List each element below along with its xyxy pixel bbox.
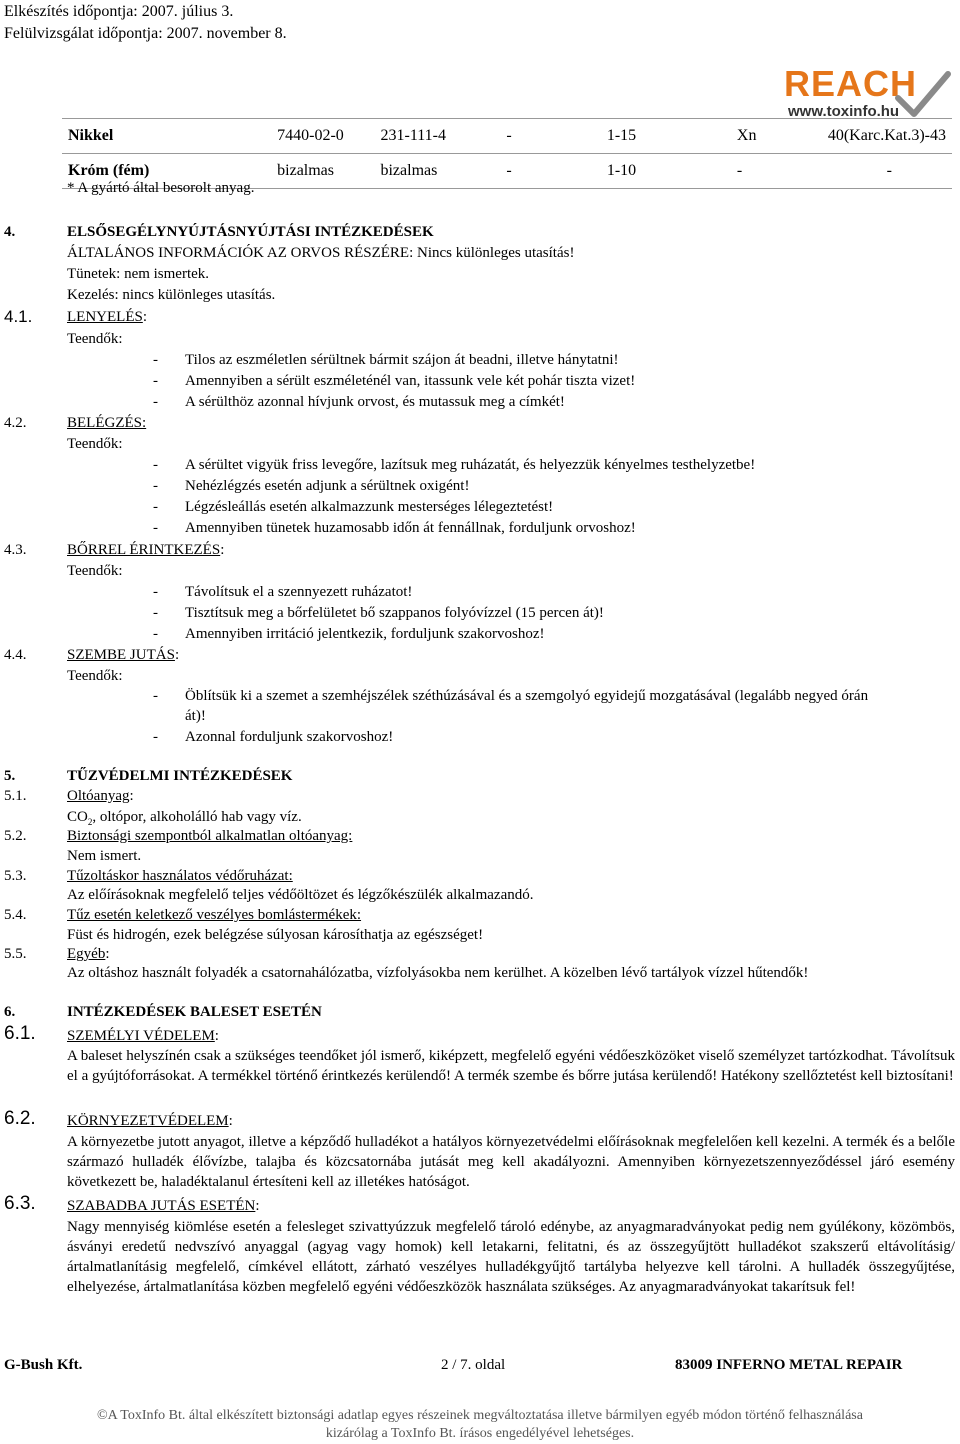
table-cell: - bbox=[500, 119, 600, 154]
list-item-text: Amennyiben a sérült eszméleténél van, itassunk vele két pohár tiszta vizet! bbox=[185, 373, 636, 389]
list-item bbox=[153, 624, 544, 644]
section-4-2-todo-label: Teendők: bbox=[67, 436, 123, 452]
list-dash: - bbox=[153, 729, 158, 745]
section-5-2-number: 5.2. bbox=[4, 828, 27, 844]
table-cell: bizalmas bbox=[271, 154, 374, 189]
section-5-3-number: 5.3. bbox=[4, 868, 27, 884]
list-dash: - bbox=[153, 605, 158, 621]
section-4-4-todo-label: Teendők: bbox=[67, 668, 123, 684]
heading-colon: : bbox=[220, 542, 225, 558]
section-6-1-text: A baleset helyszínén csak a szükséges teendőket jól ismerő, kiképzett, megfelelő egyéni védőeszközöket viselő személyzet tartózkodhat. Távolítsuk el a gyújtóforrásokat. A termékkel történő érintkezés kerülendő! A termék szembe és bőrre jutása kerülendő! Hatékony szellőztetést kell biztosítani! bbox=[67, 1048, 955, 1084]
list-item bbox=[153, 727, 393, 747]
footer-page-number: 2 / 7. oldal bbox=[441, 1357, 506, 1373]
treatment: Kezelés: nincs különleges utasítás. bbox=[67, 287, 276, 303]
section-4-4-number: 4.4. bbox=[4, 647, 27, 663]
section-4-1-number: 4.1. bbox=[4, 307, 33, 326]
section-4-1-todo-label: Teendők: bbox=[67, 331, 123, 347]
footer-product: 83009 INFERNO METAL REPAIR bbox=[675, 1357, 903, 1373]
heading-colon: : bbox=[228, 1113, 233, 1129]
symptoms: Tünetek: nem ismertek. bbox=[67, 266, 210, 282]
section-5-5-title: Egyéb bbox=[67, 946, 106, 962]
table-cell: - bbox=[822, 154, 952, 189]
section-5-5-number: 5.5. bbox=[4, 946, 27, 962]
copyright-line-2: kizárólag a ToxInfo Bt. írásos engedélyével lehetséges. bbox=[325, 1426, 635, 1441]
section-6-title: INTÉZKEDÉSEK BALESET ESETÉN bbox=[67, 1004, 322, 1020]
co-subscript: 2 bbox=[87, 817, 93, 827]
section-6-3-number: 6.3. bbox=[4, 1193, 36, 1214]
list-item-text: Tilos az eszméletlen sérültnek bármit szájon át beadni, illetve hánytatni! bbox=[185, 352, 619, 368]
table-cell: 231-111-4 bbox=[374, 119, 500, 154]
list-item-continuation: át)! bbox=[185, 708, 206, 724]
section-5-4-title: Tűz esetén keletkező veszélyes bomlástermékek: bbox=[67, 907, 362, 923]
list-item bbox=[153, 686, 868, 706]
heading-colon: : bbox=[142, 309, 147, 325]
list-dash: - bbox=[153, 520, 158, 536]
section-5-1-number: 5.1. bbox=[4, 788, 27, 804]
reach-logo bbox=[784, 63, 934, 124]
table-cell: 1-15 bbox=[601, 119, 731, 154]
list-dash: - bbox=[153, 478, 158, 494]
heading-colon: : bbox=[255, 1198, 260, 1214]
list-item bbox=[153, 518, 636, 538]
section-5-5-heading bbox=[67, 944, 110, 964]
section-4-1-heading bbox=[67, 307, 147, 327]
list-item bbox=[153, 497, 553, 517]
section-5-4-text: Füst és hidrogén, ezek belégzése súlyosan károsíthatja az egészséget! bbox=[67, 927, 484, 943]
footer-company: G-Bush Kft. bbox=[4, 1357, 83, 1373]
co-text: CO bbox=[67, 809, 88, 825]
copyright-line-1: ©A ToxInfo Bt. által elkészített biztonsági adatlap egyes részeinek megváltoztatása illetve bármilyen egyéb módon történő felhasználása bbox=[97, 1408, 863, 1423]
section-6-2-title: KÖRNYEZETVÉDELEM bbox=[67, 1113, 229, 1129]
list-item bbox=[153, 371, 635, 391]
heading-colon: : bbox=[174, 647, 180, 663]
section-4-1-title: LENYELÉS bbox=[67, 309, 143, 325]
list-dash: - bbox=[153, 457, 158, 473]
section-5-title: TŰZVÉDELMI INTÉZKEDÉSEK bbox=[67, 768, 293, 784]
section-4-3-heading bbox=[67, 540, 224, 560]
section-4-number: 4. bbox=[4, 224, 16, 240]
table-cell: 40(Karc.Kat.3)-43 bbox=[822, 119, 952, 154]
section-5-3-title: Tűzoltáskor használatos védőruházat: bbox=[67, 868, 293, 884]
section-6-number: 6. bbox=[4, 1004, 16, 1020]
section-5-3-text: Az előírásoknak megfelelő teljes védőöltözet és légzőkészülék alkalmazandó. bbox=[67, 887, 534, 903]
table-cell: - bbox=[500, 154, 600, 189]
heading-colon: : bbox=[105, 946, 110, 962]
revision-date: Felülvizsgálat időpontja: 2007. november 8. bbox=[4, 25, 287, 42]
section-5-4-number: 5.4. bbox=[4, 907, 27, 923]
list-item bbox=[153, 582, 412, 602]
list-dash: - bbox=[153, 373, 158, 389]
section-4-3-number: 4.3. bbox=[4, 542, 27, 558]
heading-colon: : bbox=[214, 1028, 219, 1044]
section-4-title: ELSŐSEGÉLYNYÚJTÁSNYÚJTÁSI INTÉZKEDÉSEK bbox=[67, 224, 434, 240]
list-dash: - bbox=[153, 499, 158, 515]
list-dash: - bbox=[153, 584, 158, 600]
section-5-number: 5. bbox=[4, 768, 16, 784]
list-item bbox=[153, 350, 618, 370]
table-cell: Nikkel bbox=[62, 119, 271, 154]
list-item-text: Amennyiben irritáció jelentkezik, forduljunk szakorvoshoz! bbox=[185, 626, 545, 642]
section-5-1-title: Oltóanyag bbox=[67, 788, 130, 804]
section-5-2-title: Biztonsági szempontból alkalmatlan oltóanyag: bbox=[67, 828, 353, 844]
section-6-1-title: SZEMÉLYI VÉDELEM bbox=[67, 1028, 215, 1044]
table-cell: bizalmas bbox=[374, 154, 500, 189]
table-note: * A gyártó által besorolt anyag. bbox=[67, 180, 255, 196]
section-4-2-title: BELÉGZÉS: bbox=[67, 415, 147, 431]
table-cell: 7440-02-0 bbox=[271, 119, 374, 154]
list-dash: - bbox=[153, 688, 158, 704]
list-item bbox=[153, 392, 565, 412]
list-item bbox=[153, 603, 604, 623]
list-item-text: A sérülthöz azonnal hívjunk orvost, és mutassuk meg a címkét! bbox=[185, 394, 565, 410]
list-item-text: Távolítsuk el a szennyezett ruházatot! bbox=[185, 584, 413, 600]
list-item-text: Azonnal forduljunk szakorvoshoz! bbox=[185, 729, 394, 745]
section-4-4-heading bbox=[67, 645, 179, 665]
section-6-2-number: 6.2. bbox=[4, 1108, 36, 1129]
section-5-5-text: Az oltáshoz használt folyadék a csatornahálózatba, vízfolyásokba nem kerülhet. A közelben lévő tartályok vízzel hűtendők! bbox=[67, 965, 809, 981]
section-5-2-text: Nem ismert. bbox=[67, 848, 142, 864]
extinguisher-text: , oltópor, alkoholálló hab vagy víz. bbox=[92, 809, 302, 825]
section-5-1-heading bbox=[67, 786, 134, 806]
list-item-text: Légzésleállás esetén alkalmazzunk mesterséges lélegeztetést! bbox=[185, 499, 554, 515]
list-item-text: Amennyiben tünetek huzamosabb időn át fennállnak, forduljunk orvoshoz! bbox=[185, 520, 636, 536]
logo-url: www.toxinfo.hu bbox=[788, 103, 900, 120]
table-cell: 1-10 bbox=[601, 154, 731, 189]
list-item-text: A sérültet vigyük friss levegőre, lazítsuk meg ruházatát, és helyezzük kényelmes testhelyzetbe! bbox=[185, 457, 756, 473]
creation-date: Elkészítés időpontja: 2007. július 3. bbox=[4, 3, 234, 20]
section-6-3-heading bbox=[67, 1196, 260, 1216]
table-cell: - bbox=[731, 154, 822, 189]
table-row bbox=[62, 119, 952, 154]
checkmark-icon bbox=[892, 70, 952, 120]
section-4-4-title: SZEMBE JUTÁS bbox=[67, 647, 175, 663]
section-6-2-text: A környezetbe jutott anyagot, illetve a képződő hulladékot a hatályos környezetvédelmi előírásoknak megfelelően kell kezelni. A termék és a belőle származó hulladék élővízbe, talajba és közcsatornába jutását meg kell akadályozni. Amennyiben környezetszennyeződéssel járó esemény következett be, haladéktalanul értesíteni kell az illetékes hatóságot. bbox=[67, 1134, 955, 1190]
general-info: ÁLTALÁNOS INFORMÁCIÓK AZ ORVOS RÉSZÉRE: Nincs különleges utasítás! bbox=[67, 245, 575, 261]
heading-colon: : bbox=[129, 788, 134, 804]
section-6-2-heading bbox=[67, 1111, 233, 1131]
list-item bbox=[153, 455, 755, 475]
section-4-3-title: BŐRREL ÉRINTKEZÉS bbox=[67, 542, 221, 558]
section-4-3-todo-label: Teendők: bbox=[67, 563, 123, 579]
list-dash: - bbox=[153, 352, 158, 368]
section-6-1-number: 6.1. bbox=[4, 1023, 36, 1044]
list-item-text: Öblítsük ki a szemet a szemhéjszélek széthúzásával és a szemgolyó egyidejű mozgatásával (legalább negyed órán bbox=[185, 688, 869, 704]
section-6-1-heading bbox=[67, 1026, 219, 1046]
list-dash: - bbox=[153, 626, 158, 642]
list-dash: - bbox=[153, 394, 158, 410]
list-item-text: Tisztítsuk meg a bőrfelületet bő szappanos folyóvízzel (15 percen át)! bbox=[185, 605, 604, 621]
table-cell: Xn bbox=[731, 119, 822, 154]
logo-word: REACH bbox=[784, 63, 918, 104]
list-item bbox=[153, 476, 469, 496]
section-4-2-number: 4.2. bbox=[4, 415, 27, 431]
table-cell: Króm (fém) bbox=[62, 154, 271, 189]
section-6-3-text: Nagy mennyiség kiömlése esetén a felesleget szivattyúzzuk megfelelő tároló edénybe, az anyagmaradványokat pedig nem gyúlékony, közömbös, ásványi eredetű nedvszívó anyaggal (agyag vagy homok) kell letakarni, felitatni, és az összegyűjtött hulladékot szakszerű eltávolításig/ártalmatlanításig megfelelő, címkével ellátott, zárható veszélyes hulladékgyűjtő tartályba helyezve kell tárolni. A hulladék összegyűjtése, elhelyezése, ártalmatlanítása közben megfelelő egyéni védőeszközök használata szükséges. Az anyagmaradványokat takarítsuk fel! bbox=[67, 1219, 955, 1295]
list-item-text: Nehézlégzés esetén adjunk a sérültnek oxigént! bbox=[185, 478, 470, 494]
section-6-3-title: SZABADBA JUTÁS ESETÉN bbox=[67, 1198, 256, 1214]
